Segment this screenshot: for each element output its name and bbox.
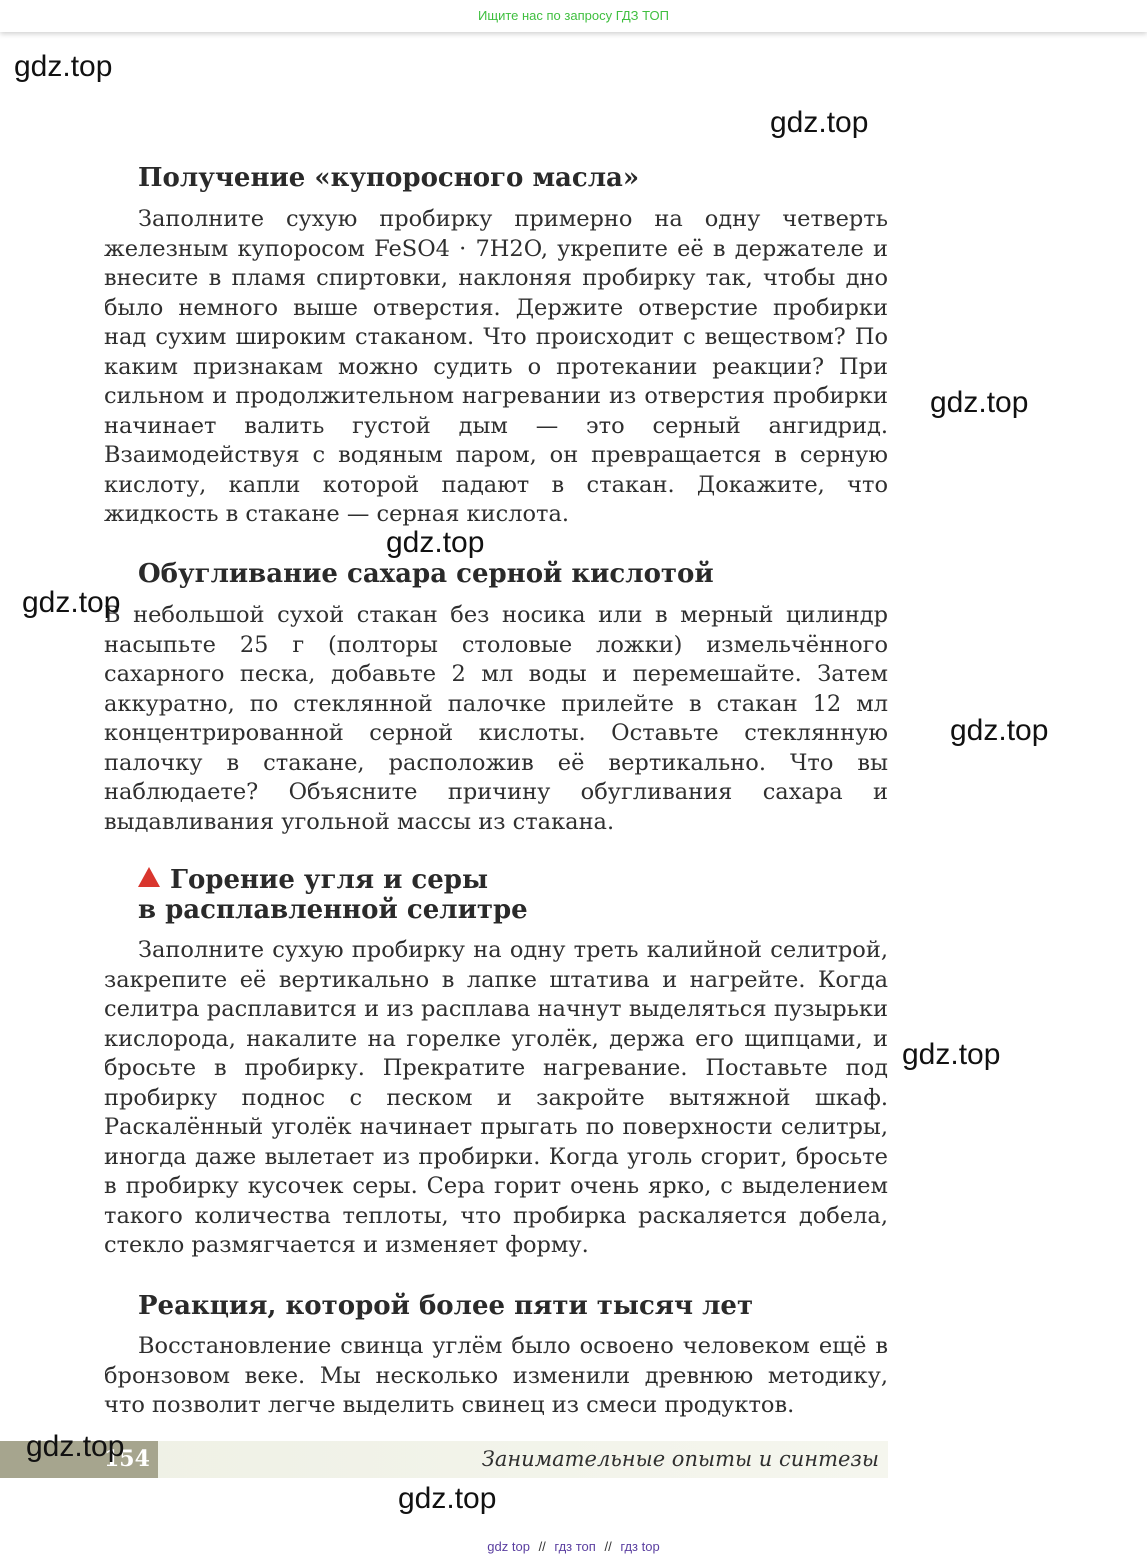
paragraph-gorenie: Заполните сухую пробирку на одну треть калийной селитрой, закрепите её вертикально в лапке штатива и нагрейте. Когда селитра расплавится и из расплава начнут выделяться пузырьки кислорода, накалите на горелке уголёк, держа его щипцами, и бросьте в пробирку. Прекратите нагревание. Поставьте под пробирку поднос с песком и закройте вытяжной шкаф. Раскалённый уголёк начинает прыгать по поверхности селитры, иногда даже вылетает из пробирки. Когда уголь сгорит, бросьте в пробирку кусочек серы. Сера горит очень ярко, с выделением такого количества теплоты, что пробирка раскаляется добела, стекло размягчается и изменяет форму. (104, 937, 888, 1258)
paragraph-obuglivanie-sahara: В небольшой сухой стакан без носика или в мерный цилиндр насыпьте 25 г (полторы столовые ложки) измельчённого сахарного песка, добавьте 2 мл воды и перемешайте. Затем аккуратно, по стеклянной палочке прилейте в стакан 12 мл концентрированной серной кислоты. Оставьте стеклянную палочку в стакане, расположив её вертикально. Что вы наблюдаете? Объясните причину обугливания сахара и выдавливания угольной массы из стакана. (104, 602, 888, 835)
heading-reakciya: Реакция, которой более пяти тысяч лет (138, 1291, 754, 1321)
warning-triangle-icon (138, 867, 160, 887)
link-separator: // (604, 1539, 612, 1554)
watermark: gdz.top (398, 1482, 497, 1515)
heading-obuglivanie-sahara: Обугливание сахара серной кислотой (138, 559, 714, 589)
watermark: gdz.top (22, 586, 121, 619)
watermark: gdz.top (902, 1038, 1001, 1071)
page-number: 154 (104, 1446, 150, 1472)
heading-kuporosnoe-maslo: Получение «купоросного масла» (138, 163, 640, 193)
watermark: gdz.top (770, 106, 869, 139)
top-banner (0, 0, 1147, 32)
watermark: gdz.top (26, 1430, 125, 1463)
watermark: gdz.top (930, 386, 1029, 419)
running-title: Занимательные опыты и синтезы (481, 1447, 879, 1471)
top-banner-text: Ищите нас по запросу ГДЗ ТОП (478, 8, 669, 23)
watermark: gdz.top (950, 714, 1049, 747)
paragraph-reakciya: Восстановление свинца углём было освоено человеком ещё в бронзовом веке. Мы несколько изменили древнюю методику, что позволит легче выделить свинец из смеси продуктов. (104, 1333, 888, 1418)
bottom-link-2[interactable]: гдз топ (554, 1539, 596, 1554)
bottom-links (0, 1539, 1147, 1554)
link-separator: // (538, 1539, 546, 1554)
paragraph-kuporosnoe-maslo: Заполните сухую пробирку примерно на одну четверть железным купоросом FeSO4 · 7H2O, укрепите её в держателе и внесите в пламя спиртовки, наклоняя пробирку так, чтобы дно было немного выше отверстия. Держите отверстие пробирки над сухим широким стаканом. Что происходит с веществом? По каким признакам можно судить о протекании реакции? При сильном и продолжительном нагревании из отверстия пробирки начинает валить густой дым — это серный ангидрид. Взаимодействуя с водяным паром, он превращается в серную кислоту, капли которой падают в стакан. Докажите, что жидкость в стакане — серная кислота. (104, 206, 888, 527)
heading-gorenie-line2: в расплавленной селитре (138, 895, 528, 925)
heading-gorenie-line1: Горение угля и серы (170, 865, 489, 895)
heading-gorenie (138, 865, 528, 925)
watermark: gdz.top (14, 50, 113, 83)
watermark: gdz.top (386, 526, 485, 559)
bottom-link-1[interactable]: gdz top (487, 1539, 530, 1554)
bottom-link-3[interactable]: гдз top (620, 1539, 660, 1554)
